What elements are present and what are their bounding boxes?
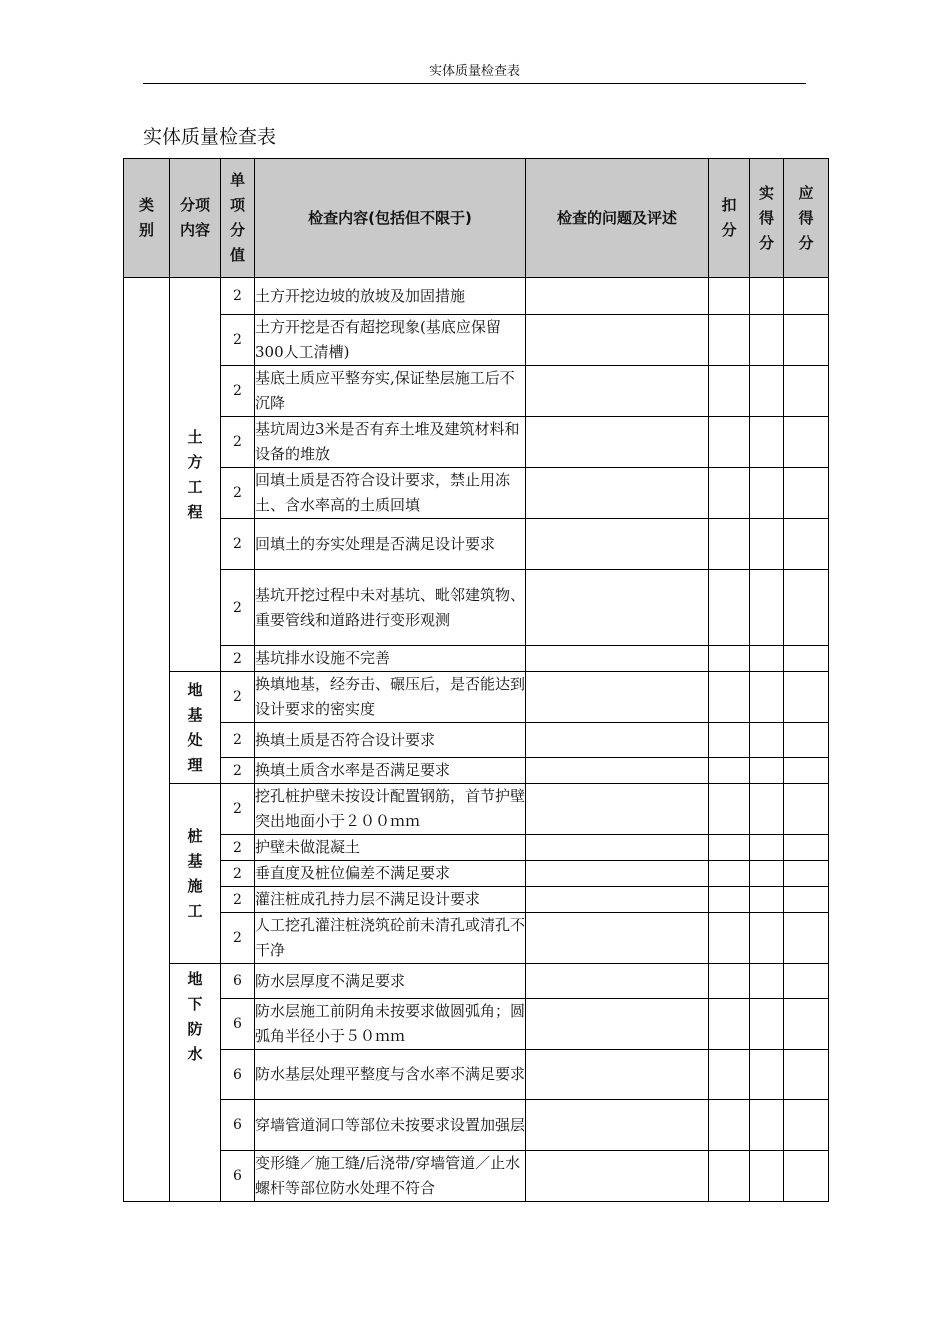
check-content-cell: 基坑排水设施不完善 <box>255 646 526 672</box>
table-row <box>124 758 829 784</box>
item-score-cell: 2 <box>221 519 255 570</box>
col-header-due: 应 得 分 <box>784 159 829 278</box>
deduct-cell[interactable] <box>709 417 750 468</box>
check-content-cell: 防水层施工前阴角未按要求做圆弧角；圆弧角半径小于５０ｍｍ <box>255 999 526 1050</box>
table-row <box>124 861 829 887</box>
actual-score-cell[interactable] <box>750 964 784 999</box>
table-row <box>124 1151 829 1202</box>
table-row <box>124 366 829 417</box>
check-content-cell: 回填土的夯实处理是否满足设计要求 <box>255 519 526 570</box>
issues-cell[interactable] <box>526 999 709 1050</box>
check-content-cell: 基坑开挖过程中未对基坑、毗邻建筑物、重要管线和道路进行变形观测 <box>255 570 526 646</box>
item-score-cell: 2 <box>221 646 255 672</box>
check-content-cell: 换填土质含水率是否满足要求 <box>255 758 526 784</box>
actual-score-cell[interactable] <box>750 784 784 835</box>
check-content-cell: 换填地基，经夯击、碾压后，是否能达到设计要求的密实度 <box>255 672 526 723</box>
item-score-cell: 6 <box>221 1151 255 1202</box>
deduct-cell[interactable] <box>709 861 750 887</box>
table-row <box>124 723 829 758</box>
table-row <box>124 278 829 315</box>
actual-score-cell[interactable] <box>750 723 784 758</box>
inspection-table <box>123 158 829 1202</box>
item-score-cell: 2 <box>221 784 255 835</box>
due-score-cell[interactable] <box>784 570 829 646</box>
deduct-cell[interactable] <box>709 366 750 417</box>
item-score-cell: 2 <box>221 861 255 887</box>
table-row <box>124 672 829 723</box>
due-score-cell[interactable] <box>784 758 829 784</box>
issues-cell[interactable] <box>526 646 709 672</box>
issues-cell[interactable] <box>526 723 709 758</box>
table-row <box>124 570 829 646</box>
issues-cell[interactable] <box>526 519 709 570</box>
col-header-issues: 检查的问题及评述 <box>526 159 709 278</box>
sub-item-cell <box>170 784 221 964</box>
issues-cell[interactable] <box>526 570 709 646</box>
check-content-cell: 土方开挖是否有超挖现象(基底应保留300人工清槽) <box>255 315 526 366</box>
deduct-cell[interactable] <box>709 1100 750 1151</box>
item-score-cell: 2 <box>221 887 255 913</box>
check-content-cell: 土方开挖边坡的放坡及加固措施 <box>255 278 526 315</box>
table-row <box>124 784 829 835</box>
due-score-cell[interactable] <box>784 315 829 366</box>
due-score-cell[interactable] <box>784 999 829 1050</box>
deduct-cell[interactable] <box>709 1050 750 1100</box>
item-score-cell: 2 <box>221 758 255 784</box>
actual-score-cell[interactable] <box>750 1050 784 1100</box>
item-score-cell: 2 <box>221 315 255 366</box>
due-score-cell[interactable] <box>784 417 829 468</box>
deduct-cell[interactable] <box>709 468 750 519</box>
deduct-cell[interactable] <box>709 913 750 964</box>
item-score-cell: 2 <box>221 723 255 758</box>
table-row <box>124 999 829 1050</box>
sub-item-label: 桩 基 施 工 <box>187 826 203 920</box>
col-header-content: 检查内容(包括但不限于) <box>255 159 526 278</box>
deduct-cell[interactable] <box>709 672 750 723</box>
header-rule <box>143 83 806 84</box>
item-score-cell: 6 <box>221 1050 255 1100</box>
actual-score-cell[interactable] <box>750 887 784 913</box>
issues-cell[interactable] <box>526 861 709 887</box>
due-score-cell[interactable] <box>784 784 829 835</box>
due-score-cell[interactable] <box>784 964 829 999</box>
check-content-cell: 护壁未做混凝土 <box>255 835 526 861</box>
item-score-cell: 2 <box>221 672 255 723</box>
deduct-cell[interactable] <box>709 315 750 366</box>
actual-score-cell[interactable] <box>750 835 784 861</box>
item-score-cell: 6 <box>221 1100 255 1151</box>
issues-cell[interactable] <box>526 1050 709 1100</box>
due-score-cell[interactable] <box>784 723 829 758</box>
due-score-cell[interactable] <box>784 519 829 570</box>
actual-score-cell[interactable] <box>750 1151 784 1202</box>
check-content-cell: 变形缝／施工缝/后浇带/穿墙管道／止水螺杆等部位防水处理不符合 <box>255 1151 526 1202</box>
sub-item-cell <box>170 278 221 672</box>
table-row <box>124 913 829 964</box>
col-header-actual: 实 得 分 <box>750 159 784 278</box>
actual-score-cell[interactable] <box>750 468 784 519</box>
check-content-cell: 穿墙管道洞口等部位未按要求设置加强层 <box>255 1100 526 1151</box>
due-score-cell[interactable] <box>784 278 829 315</box>
deduct-cell[interactable] <box>709 1151 750 1202</box>
table-row <box>124 964 829 999</box>
item-score-cell: 6 <box>221 999 255 1050</box>
issues-cell[interactable] <box>526 468 709 519</box>
actual-score-cell[interactable] <box>750 1100 784 1151</box>
due-score-cell[interactable] <box>784 835 829 861</box>
sub-item-label: 土 方 工 程 <box>187 427 203 521</box>
col-header-item-score: 单 项 分 值 <box>221 159 255 278</box>
col-header-sub-item: 分项 内容 <box>170 159 221 278</box>
table-row <box>124 887 829 913</box>
item-score-cell: 2 <box>221 835 255 861</box>
issues-cell[interactable] <box>526 278 709 315</box>
actual-score-cell[interactable] <box>750 646 784 672</box>
actual-score-cell[interactable] <box>750 519 784 570</box>
actual-score-cell[interactable] <box>750 861 784 887</box>
issues-cell[interactable] <box>526 784 709 835</box>
issues-cell[interactable] <box>526 1100 709 1151</box>
issues-cell[interactable] <box>526 887 709 913</box>
actual-score-cell[interactable] <box>750 278 784 315</box>
running-header: 实体质量检查表 <box>428 64 520 79</box>
deduct-cell[interactable] <box>709 964 750 999</box>
page-title: 实体质量检查表 <box>143 126 277 148</box>
actual-score-cell[interactable] <box>750 999 784 1050</box>
actual-score-cell[interactable] <box>750 315 784 366</box>
deduct-cell[interactable] <box>709 999 750 1050</box>
actual-score-cell[interactable] <box>750 570 784 646</box>
table-row <box>124 417 829 468</box>
category-cell <box>124 278 170 1202</box>
deduct-cell[interactable] <box>709 887 750 913</box>
due-score-cell[interactable] <box>784 861 829 887</box>
table-row <box>124 646 829 672</box>
item-score-cell: 6 <box>221 964 255 999</box>
check-content-cell: 回填土质是否符合设计要求，禁止用冻土、含水率高的土质回填 <box>255 468 526 519</box>
check-content-cell: 人工挖孔灌注桩浇筑砼前未清孔或清孔不干净 <box>255 913 526 964</box>
deduct-cell[interactable] <box>709 723 750 758</box>
check-content-cell: 基底土质应平整夯实,保证垫层施工后不沉降 <box>255 366 526 417</box>
table-row <box>124 519 829 570</box>
due-score-cell[interactable] <box>784 1100 829 1151</box>
col-header-category: 类 别 <box>124 159 170 278</box>
table-row <box>124 835 829 861</box>
check-content-cell: 基坑周边3米是否有弃土堆及建筑材料和设备的堆放 <box>255 417 526 468</box>
due-score-cell[interactable] <box>784 913 829 964</box>
issues-cell[interactable] <box>526 758 709 784</box>
check-content-cell: 垂直度及桩位偏差不满足要求 <box>255 861 526 887</box>
table-header-row <box>124 159 829 278</box>
issues-cell[interactable] <box>526 964 709 999</box>
col-header-deduct: 扣 分 <box>709 159 750 278</box>
issues-cell[interactable] <box>526 315 709 366</box>
due-score-cell[interactable] <box>784 366 829 417</box>
item-score-cell: 2 <box>221 913 255 964</box>
due-score-cell[interactable] <box>784 646 829 672</box>
due-score-cell[interactable] <box>784 1050 829 1100</box>
check-content-cell: 换填土质是否符合设计要求 <box>255 723 526 758</box>
item-score-cell: 2 <box>221 417 255 468</box>
actual-score-cell[interactable] <box>750 366 784 417</box>
check-content-cell: 灌注桩成孔持力层不满足设计要求 <box>255 887 526 913</box>
issues-cell[interactable] <box>526 672 709 723</box>
table-row <box>124 315 829 366</box>
due-score-cell[interactable] <box>784 887 829 913</box>
deduct-cell[interactable] <box>709 784 750 835</box>
actual-score-cell[interactable] <box>750 758 784 784</box>
item-score-cell: 2 <box>221 570 255 646</box>
deduct-cell[interactable] <box>709 278 750 315</box>
sub-item-label: 地 下 防 水 <box>187 970 203 1063</box>
due-score-cell[interactable] <box>784 468 829 519</box>
item-score-cell: 2 <box>221 366 255 417</box>
check-content-cell: 防水层厚度不满足要求 <box>255 964 526 999</box>
issues-cell[interactable] <box>526 366 709 417</box>
sub-item-cell <box>170 672 221 784</box>
check-content-cell: 防水基层处理平整度与含水率不满足要求 <box>255 1050 526 1100</box>
issues-cell[interactable] <box>526 835 709 861</box>
actual-score-cell[interactable] <box>750 672 784 723</box>
issues-cell[interactable] <box>526 1151 709 1202</box>
item-score-cell: 2 <box>221 468 255 519</box>
sub-item-cell <box>170 964 221 1202</box>
actual-score-cell[interactable] <box>750 913 784 964</box>
item-score-cell: 2 <box>221 278 255 315</box>
deduct-cell[interactable] <box>709 758 750 784</box>
actual-score-cell[interactable] <box>750 417 784 468</box>
deduct-cell[interactable] <box>709 835 750 861</box>
deduct-cell[interactable] <box>709 519 750 570</box>
table-row <box>124 468 829 519</box>
sub-item-label: 地 基 处 理 <box>187 680 203 774</box>
due-score-cell[interactable] <box>784 672 829 723</box>
issues-cell[interactable] <box>526 417 709 468</box>
check-content-cell: 挖孔桩护壁未按设计配置钢筋，首节护壁突出地面小于２００ｍｍ <box>255 784 526 835</box>
due-score-cell[interactable] <box>784 1151 829 1202</box>
issues-cell[interactable] <box>526 913 709 964</box>
deduct-cell[interactable] <box>709 646 750 672</box>
deduct-cell[interactable] <box>709 570 750 646</box>
table-row <box>124 1050 829 1100</box>
table-row <box>124 1100 829 1151</box>
